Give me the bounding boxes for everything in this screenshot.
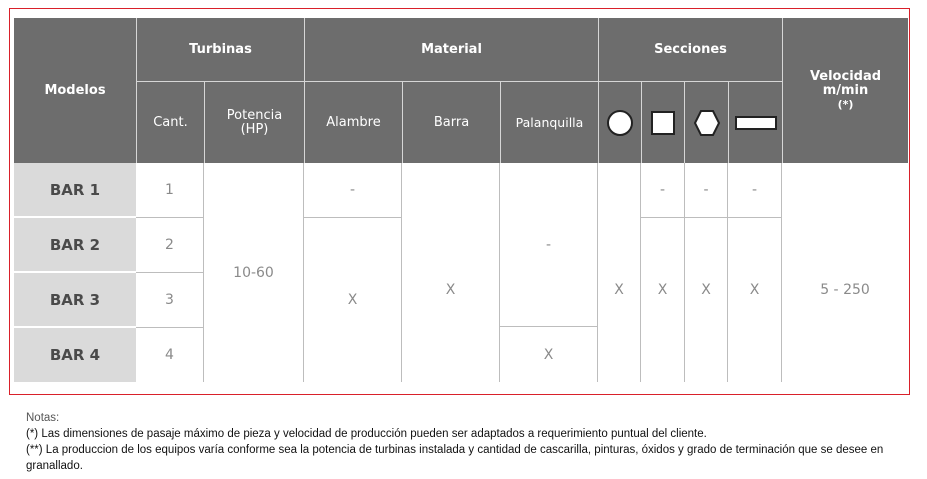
header-alambre-label: Alambre	[326, 114, 381, 130]
note-1: (*) Las dimensiones de pasaje máximo de pieza y velocidad de producción pueden ser adaptados a requerimiento puntual del cliente.	[26, 428, 707, 440]
section-circle-value: X	[614, 282, 624, 298]
model-bar-2	[14, 218, 136, 273]
section-square-value: -	[659, 182, 666, 198]
alambre-value: -	[349, 182, 356, 198]
section-hexagon-value: -	[703, 182, 709, 198]
velocidad-value: 5 - 250	[820, 282, 870, 298]
header-palanquilla-label: Palanquilla	[515, 114, 584, 130]
section-hexagon-value: X	[701, 282, 711, 298]
alambre-value: X	[347, 292, 358, 308]
potencia-value: 10-60	[233, 264, 274, 281]
model-label: BAR 2	[49, 235, 101, 254]
header-cant	[136, 81, 204, 163]
section-hexagon-cell-rest	[685, 218, 727, 362]
palanquilla-value: -	[545, 236, 552, 253]
cant-value: 4	[165, 347, 174, 363]
cant-value: 2	[165, 237, 174, 253]
model-bar-3	[14, 273, 136, 328]
note-2: (**) La produccion de los equipos varía conforme sea la potencia de turbinas instalada y cantidad de cascarilla, pinturas, óxidos y grado de terminación que se desee en granallado.	[26, 444, 884, 472]
circle-icon	[607, 110, 633, 136]
barra-cell	[402, 163, 499, 417]
header-turbinas	[136, 18, 304, 81]
cant-cell	[136, 218, 203, 272]
header-section-rectangle	[728, 81, 782, 163]
section-circle-cell	[598, 163, 640, 417]
palanquilla-cell-bar1-3	[500, 163, 597, 326]
barra-value: X	[445, 282, 456, 298]
model-bar-1	[14, 163, 136, 218]
section-rectangle-value: -	[751, 182, 758, 198]
model-label: BAR 1	[49, 180, 101, 199]
header-material	[304, 18, 598, 81]
header-barra-label: Barra	[433, 114, 470, 130]
cant-value: 1	[165, 182, 174, 198]
potencia-cell	[204, 163, 303, 382]
header-velocidad	[782, 18, 908, 163]
header-palanquilla	[500, 81, 598, 163]
header-section-square	[641, 81, 684, 163]
cant-cell	[136, 163, 203, 217]
header-alambre	[304, 81, 402, 163]
header-turbinas-label: Turbinas	[189, 41, 252, 57]
model-bar-4	[14, 328, 136, 382]
header-section-circle	[598, 81, 641, 163]
section-hexagon-cell-bar1	[685, 163, 727, 217]
header-material-label: Material	[421, 41, 482, 57]
section-square-cell-bar1	[641, 163, 684, 217]
cant-cell	[136, 273, 203, 327]
section-rectangle-value: X	[749, 282, 760, 298]
header-barra	[402, 81, 500, 163]
palanquilla-value: X	[543, 346, 554, 363]
square-icon	[651, 111, 675, 135]
header-potencia-label: Potencia (HP)	[226, 107, 283, 137]
rectangle-icon	[735, 116, 777, 130]
alambre-cell-rest	[304, 218, 401, 382]
header-section-hexagon	[684, 81, 728, 163]
palanquilla-cell-bar4	[500, 327, 597, 382]
header-velocidad-label: Velocidad m/min	[809, 68, 882, 98]
velocidad-cell	[782, 163, 908, 417]
section-square-value: X	[657, 282, 668, 298]
hexagon-icon	[693, 109, 721, 137]
cant-cell	[136, 328, 203, 382]
model-label: BAR 4	[49, 346, 101, 364]
header-cant-label: Cant.	[153, 114, 188, 130]
header-velocidad-note: (*)	[837, 97, 854, 111]
header-secciones-label: Secciones	[654, 41, 727, 57]
notes	[26, 410, 916, 474]
section-rectangle-cell-rest	[728, 218, 781, 362]
alambre-cell-bar1	[304, 163, 401, 217]
header-secciones	[598, 18, 782, 81]
header-potencia	[204, 81, 304, 163]
section-rectangle-cell-bar1	[728, 163, 781, 217]
notes-title: Notas:	[26, 412, 60, 424]
header-modelos	[14, 18, 136, 163]
header-modelos-label: Modelos	[44, 82, 106, 98]
cant-value: 3	[165, 292, 174, 308]
section-square-cell-rest	[641, 218, 684, 362]
model-label: BAR 3	[49, 290, 101, 309]
